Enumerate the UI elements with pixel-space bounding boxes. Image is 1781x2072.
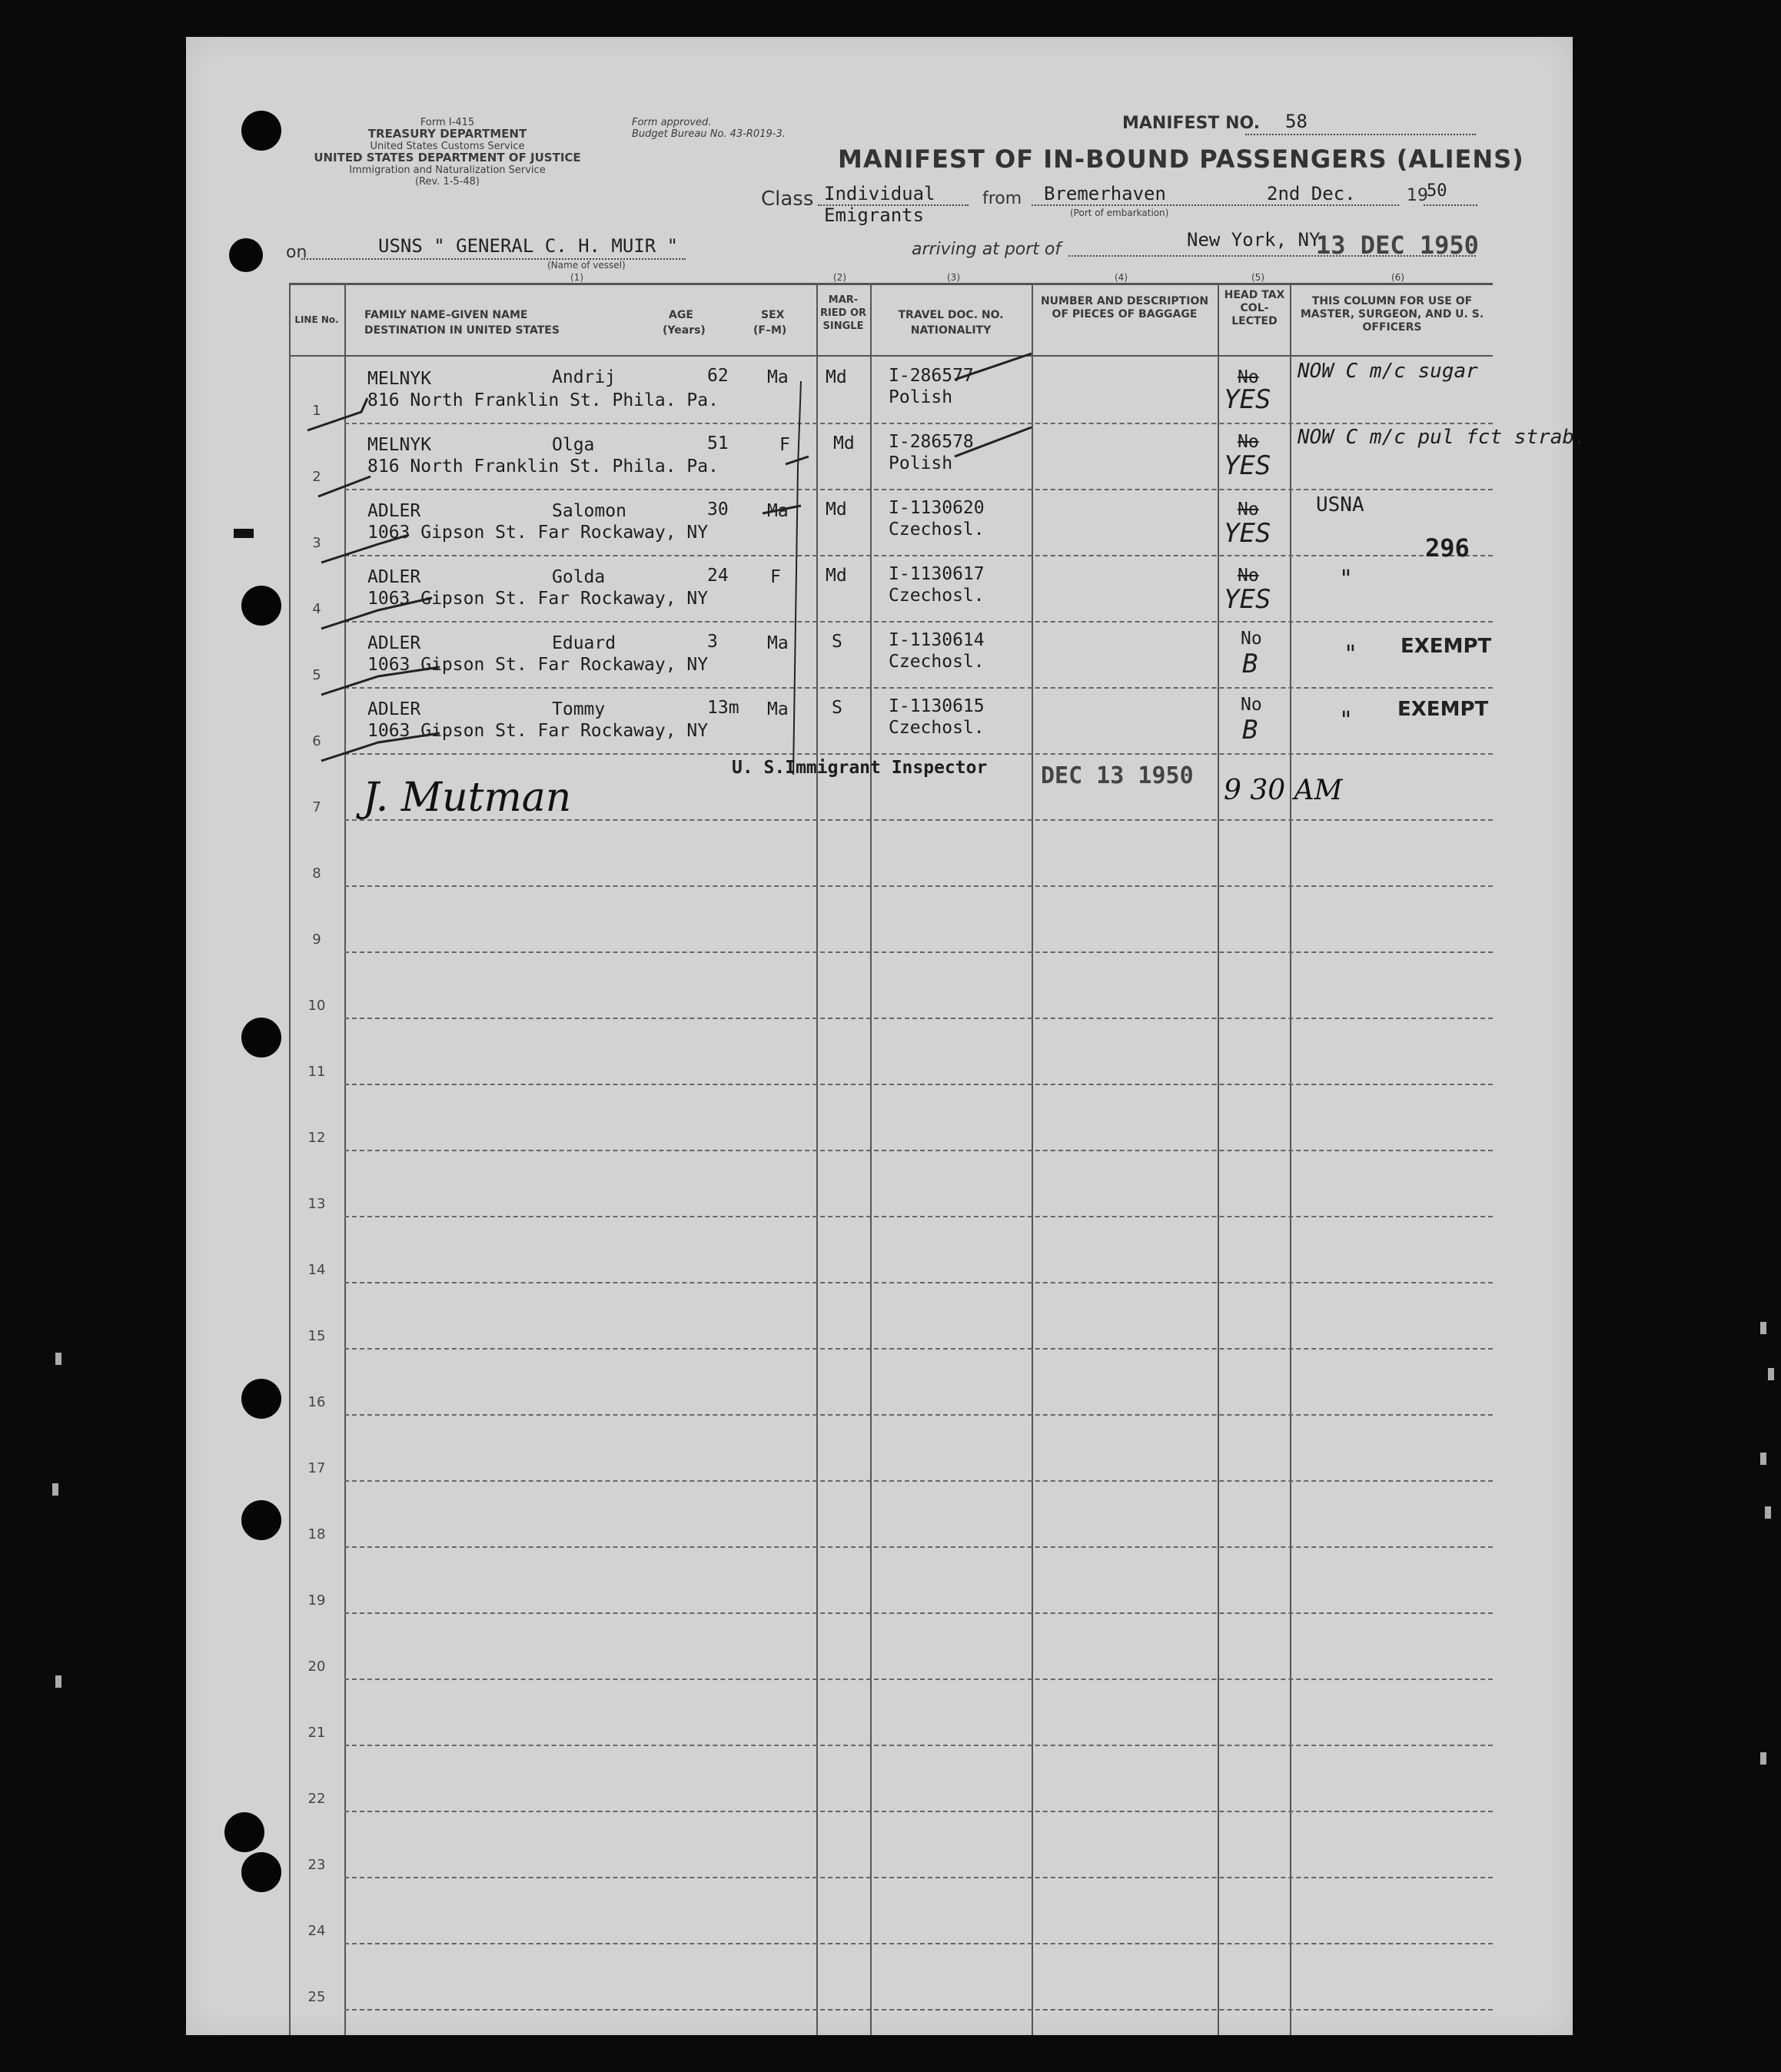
from-label: from xyxy=(982,189,1022,208)
sex: Ma xyxy=(767,367,789,387)
travel-doc-no: I-1130620 xyxy=(889,498,985,518)
film-speck xyxy=(1760,1453,1766,1465)
customs-service: United States Customs Service xyxy=(370,141,525,152)
justice-dept: UNITED STATES DEPARTMENT OF JUSTICE xyxy=(314,151,581,164)
film-speck xyxy=(1760,1752,1766,1765)
line-number: 14 xyxy=(307,1262,326,1278)
marital-status: Md xyxy=(826,500,847,520)
col-header-age-sub: (Years) xyxy=(663,324,706,337)
head-tax: No xyxy=(1238,500,1259,520)
given-name: Eduard xyxy=(552,633,616,653)
line-number: 3 xyxy=(312,535,321,551)
age: 13m xyxy=(707,698,739,718)
line-number: 24 xyxy=(307,1923,326,1939)
colnum-3: (3) xyxy=(947,272,960,283)
row-divider xyxy=(344,1018,1493,1019)
col-header-married: MAR-RIED OR SINGLE xyxy=(819,294,867,332)
arrival-port: New York, NY xyxy=(1187,229,1321,251)
age: 24 xyxy=(707,566,729,586)
manifest-title: MANIFEST OF IN-BOUND PASSENGERS (ALIENS) xyxy=(838,144,1524,174)
family-name: ADLER xyxy=(367,567,421,587)
line-number: 4 xyxy=(312,601,321,617)
line-number: 1 xyxy=(312,403,321,419)
col-header-head-tax: HEAD TAX COL-LECTED xyxy=(1224,289,1285,327)
treasury-dept: TREASURY DEPARTMENT xyxy=(367,127,527,141)
date-value: 2nd Dec. xyxy=(1267,183,1356,204)
form-number: Form I-415 xyxy=(420,117,475,128)
inspection-date-stamp: DEC 13 1950 xyxy=(1041,762,1194,789)
destination: 1063 Gipson St. Far Rockaway, NY xyxy=(367,655,709,675)
travel-doc-no: I-286578 xyxy=(889,432,974,452)
manifest-no-label: MANIFEST NO. xyxy=(1122,114,1261,133)
nationality: Czechosl. xyxy=(889,718,985,738)
class-value-2: Emigrants xyxy=(824,204,925,226)
col-header-age: AGE xyxy=(669,309,693,321)
inspection-time: 9 30 AM xyxy=(1224,775,1343,806)
destination: 816 North Franklin St. Phila. Pa. xyxy=(367,390,719,410)
nationality: Polish xyxy=(889,453,953,473)
row-divider xyxy=(344,1348,1493,1350)
inspector-label: U. S.Immigrant Inspector xyxy=(732,758,988,778)
line-number: 19 xyxy=(307,1592,326,1609)
head-tax-hand: YES xyxy=(1224,584,1271,615)
sex: F xyxy=(770,567,781,587)
class-label: Class xyxy=(761,188,814,211)
class-value: Individual xyxy=(824,183,935,204)
row-divider xyxy=(344,885,1493,887)
line-number: 15 xyxy=(307,1328,326,1344)
travel-doc-no: I-286577 xyxy=(889,366,974,386)
line-number: 12 xyxy=(307,1130,326,1146)
year-value: 50 xyxy=(1427,181,1447,201)
line-number: 13 xyxy=(307,1196,326,1212)
family-name: MELNYK xyxy=(367,435,432,455)
head-tax-hand: YES xyxy=(1224,450,1271,481)
row-divider xyxy=(344,1679,1493,1680)
officer-remark: NOW C m/c sugar xyxy=(1298,360,1478,383)
age: 62 xyxy=(707,366,729,386)
given-name: Salomon xyxy=(552,501,626,521)
head-tax: No xyxy=(1238,566,1259,586)
line-number: 21 xyxy=(307,1725,326,1741)
colnum-5: (5) xyxy=(1251,272,1264,283)
travel-doc-no: I-1130614 xyxy=(889,630,985,650)
nationality: Czechosl. xyxy=(889,520,985,540)
head-tax-hand: YES xyxy=(1224,384,1271,415)
row-divider xyxy=(344,1877,1493,1878)
line-number: 25 xyxy=(307,1989,326,2005)
row-divider xyxy=(344,1216,1493,1217)
row-divider xyxy=(344,1084,1493,1085)
line-number: 17 xyxy=(307,1460,326,1476)
marital-status: S xyxy=(832,698,842,718)
row-divider xyxy=(344,1943,1493,1944)
arriving-label: arriving at port of xyxy=(912,240,1062,259)
head-tax: No xyxy=(1238,432,1259,452)
travel-doc-no: I-1130615 xyxy=(889,696,985,716)
nationality: Czechosl. xyxy=(889,652,985,672)
manifest-no-value: 58 xyxy=(1285,111,1308,132)
film-speck xyxy=(1760,1322,1766,1334)
line-number: 2 xyxy=(312,469,321,485)
port-value: Bremerhaven xyxy=(1044,183,1166,204)
officer-remark: " xyxy=(1339,707,1354,734)
given-name: Olga xyxy=(552,435,595,455)
given-name: Tommy xyxy=(552,699,606,719)
port-caption: (Port of embarkation) xyxy=(1070,208,1169,218)
col-header-sex: SEX xyxy=(761,309,785,321)
punch-hole xyxy=(241,1379,281,1419)
age: 30 xyxy=(707,500,729,520)
film-speck xyxy=(55,1675,61,1688)
given-name: Golda xyxy=(552,567,606,587)
punch-hole xyxy=(241,1018,281,1058)
row-divider xyxy=(344,1282,1493,1283)
travel-doc-no: I-1130617 xyxy=(889,564,985,584)
head-tax: No xyxy=(1241,695,1262,715)
marital-status: Md xyxy=(826,367,847,387)
colnum-4: (4) xyxy=(1115,272,1128,283)
row-divider xyxy=(344,1414,1493,1416)
row-divider xyxy=(344,1546,1493,1548)
line-number: 8 xyxy=(312,865,321,882)
form-revision: (Rev. 1-5-48) xyxy=(414,176,480,188)
col-header-sex-sub: (F–M) xyxy=(753,324,787,337)
form-approved: Form approved. xyxy=(632,117,712,128)
head-tax: No xyxy=(1238,367,1259,387)
officer-remark: " xyxy=(1344,641,1358,668)
vessel-colnum: (1) xyxy=(570,272,583,283)
inspector-signature: J. Mutman xyxy=(363,775,572,821)
officer-remark: NOW C m/c pul fct strab. xyxy=(1298,426,1587,449)
line-number: 6 xyxy=(312,733,321,749)
destination: 816 North Franklin St. Phila. Pa. xyxy=(367,457,719,476)
destination: 1063 Gipson St. Far Rockaway, NY xyxy=(367,523,709,543)
stamp-296: 296 xyxy=(1425,533,1470,563)
film-speck xyxy=(52,1483,58,1496)
vessel-value: USNS " GENERAL C. H. MUIR " xyxy=(378,235,679,257)
sex: Ma xyxy=(767,699,789,719)
colnum-6: (6) xyxy=(1391,272,1404,283)
film-speck xyxy=(1768,1368,1774,1380)
line-number: 7 xyxy=(312,799,321,815)
given-name: Andrij xyxy=(552,367,616,387)
col-header-officers: THIS COLUMN FOR USE OF MASTER, SURGEON, AND U. S. OFFICERS xyxy=(1300,295,1484,334)
col-header-travel-doc: TRAVEL DOC. NO. xyxy=(898,309,1004,321)
age: 3 xyxy=(707,632,718,652)
marital-status: Md xyxy=(826,566,847,586)
head-tax-hand: B xyxy=(1242,649,1258,679)
sex: F xyxy=(779,435,790,455)
col-header-nationality: NATIONALITY xyxy=(910,324,992,337)
line-number: 23 xyxy=(307,1857,326,1873)
punch-hole xyxy=(241,1852,281,1892)
line-number: 20 xyxy=(307,1659,326,1675)
punch-hole xyxy=(241,1500,281,1540)
family-name: ADLER xyxy=(367,699,421,719)
line-number: 10 xyxy=(307,998,326,1014)
film-speck xyxy=(55,1353,61,1365)
marital-status: S xyxy=(832,632,842,652)
head-tax-hand: B xyxy=(1242,715,1258,745)
line-number: 5 xyxy=(312,667,321,683)
on-label: on xyxy=(286,243,307,262)
line-number: 22 xyxy=(307,1791,326,1807)
age: 51 xyxy=(707,433,729,453)
sex: Ma xyxy=(767,633,789,653)
sex: Ma xyxy=(767,501,789,521)
line-number: 9 xyxy=(312,931,321,948)
check-marks xyxy=(186,37,1573,882)
line-number: 11 xyxy=(307,1064,326,1080)
col-header-dest: DESTINATION IN UNITED STATES xyxy=(364,324,560,337)
family-name: MELNYK xyxy=(367,369,432,389)
row-divider xyxy=(344,1745,1493,1746)
ins-service: Immigration and Naturalization Service xyxy=(349,164,546,176)
head-tax: No xyxy=(1241,629,1262,649)
row-divider xyxy=(344,1480,1493,1482)
vessel-caption: (Name of vessel) xyxy=(547,260,626,271)
officer-remark: " xyxy=(1339,566,1354,593)
colnum-2: (2) xyxy=(833,272,846,283)
family-name: ADLER xyxy=(367,633,421,653)
row-divider xyxy=(344,1811,1493,1812)
family-name: ADLER xyxy=(367,501,421,521)
line-number: 16 xyxy=(307,1394,326,1410)
destination: 1063 Gipson St. Far Rockaway, NY xyxy=(367,721,709,741)
budget-bureau: Budget Bureau No. 43-R019-3. xyxy=(632,128,786,140)
head-tax-hand: YES xyxy=(1224,518,1271,549)
film-speck xyxy=(1765,1506,1771,1519)
punch-hole xyxy=(224,1812,264,1852)
row-divider xyxy=(344,951,1493,953)
row-divider xyxy=(344,2009,1493,2011)
arrival-date-stamp: 13 DEC 1950 xyxy=(1316,231,1479,260)
col-header-line: LINE No. xyxy=(294,314,339,325)
nationality: Czechosl. xyxy=(889,586,985,606)
nationality: Polish xyxy=(889,387,953,407)
col-header-baggage: NUMBER AND DESCRIPTION OF PIECES OF BAGGAGE xyxy=(1040,295,1209,320)
row-divider xyxy=(344,1150,1493,1151)
line-number: 18 xyxy=(307,1526,326,1542)
col-header-name: FAMILY NAME–GIVEN NAME xyxy=(364,309,528,321)
marital-status: Md xyxy=(833,433,855,453)
row-divider xyxy=(344,1612,1493,1614)
officer-remark: USNA xyxy=(1316,493,1364,516)
destination: 1063 Gipson St. Far Rockaway, NY xyxy=(367,589,709,609)
year-prefix: 19 xyxy=(1407,186,1428,205)
exempt-stamp: EXEMPT xyxy=(1397,698,1489,721)
exempt-stamp: EXEMPT xyxy=(1401,635,1492,658)
manifest-page xyxy=(186,37,1587,2035)
